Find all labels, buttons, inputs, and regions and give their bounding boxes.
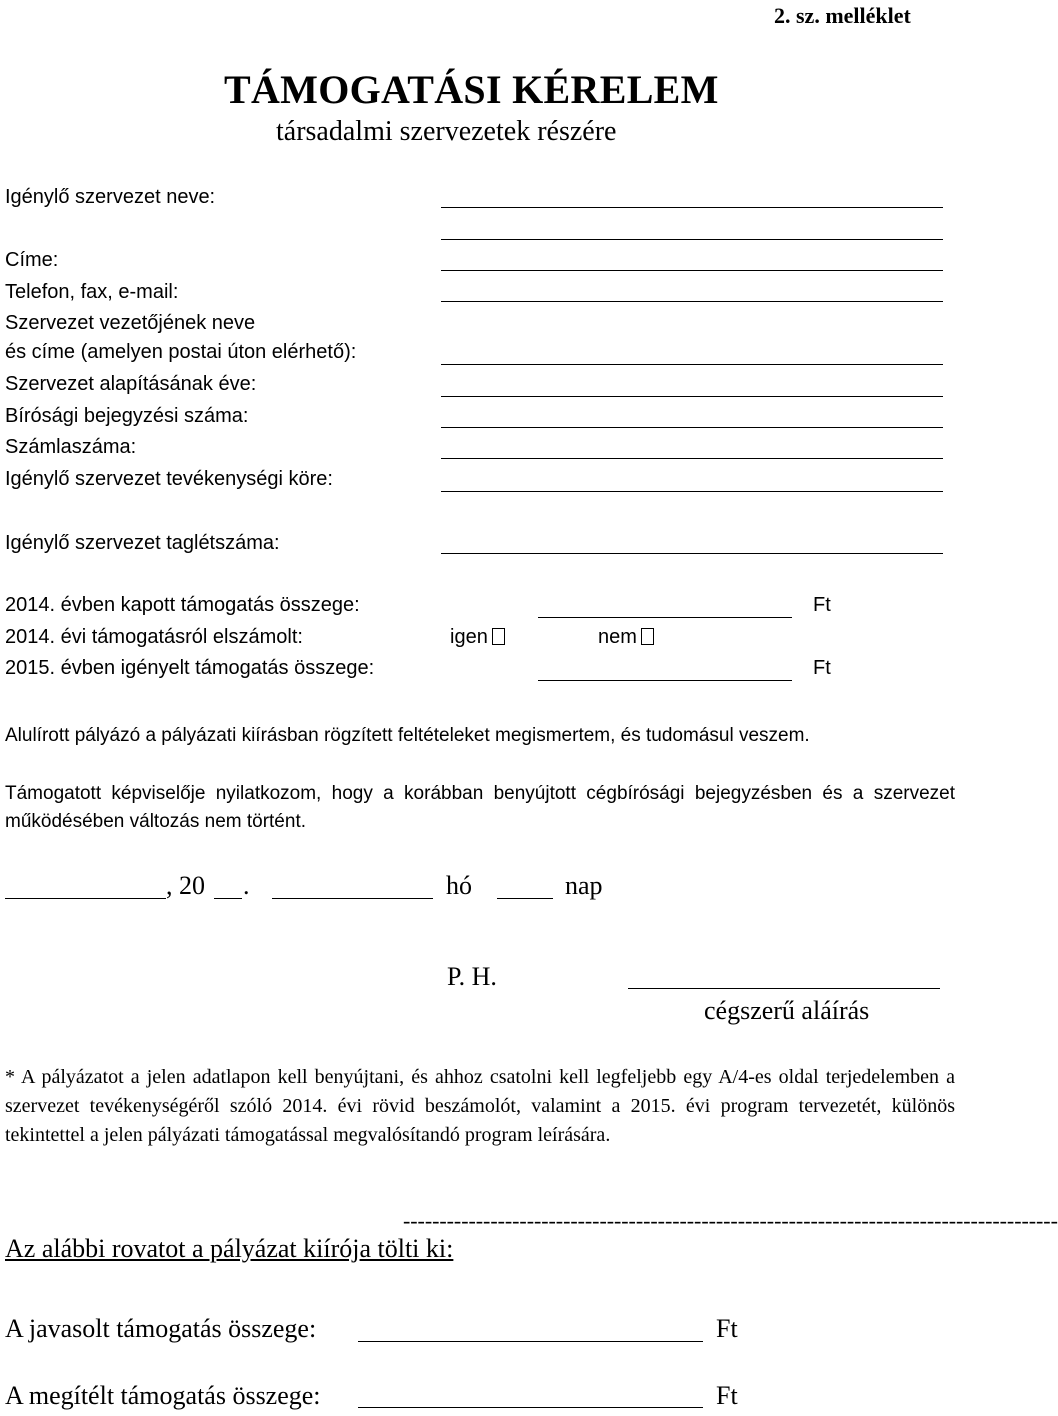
address-line[interactable] (441, 270, 943, 271)
option-no-label: nem (598, 626, 637, 648)
court-reg-line[interactable] (441, 427, 943, 428)
ph-label: P. H. (447, 962, 497, 991)
month-line[interactable] (272, 898, 433, 899)
year-suffix: . (243, 871, 250, 900)
day-label: nap (565, 871, 603, 900)
separator-line: ------------------------------------------------------------------------------------------ (403, 1208, 1058, 1233)
label-contact: Telefon, fax, e-mail: (5, 281, 179, 303)
option-no (598, 626, 654, 649)
currency-proposed: Ft (716, 1314, 738, 1343)
leader-line[interactable] (441, 364, 943, 365)
org-name-line-1[interactable] (441, 207, 943, 208)
declaration-2: Támogatott képviselője nyilatkozom, hogy a korábban benyújtott cégbírósági bejegyzésben és a szervezet működésében változás nem történt. (5, 783, 955, 832)
place-line[interactable] (5, 898, 166, 899)
founded-line[interactable] (441, 396, 943, 397)
org-name-line-2[interactable] (441, 239, 943, 240)
option-yes (450, 626, 505, 649)
received-2014-line[interactable] (538, 617, 792, 618)
issuer-section-heading: Az alábbi rovatot a pályázat kiírója tölti ki: (5, 1234, 454, 1263)
activity-line[interactable] (441, 491, 943, 492)
signature-line[interactable] (628, 988, 940, 989)
proposed-amount-line[interactable] (358, 1341, 703, 1342)
granted-amount-line[interactable] (358, 1407, 703, 1408)
members-line[interactable] (441, 553, 943, 554)
signature-label: cégszerű aláírás (704, 996, 870, 1025)
yes-checkbox[interactable] (492, 628, 505, 645)
day-line[interactable] (497, 898, 553, 899)
label-org-name: Igénylő szervezet neve: (5, 186, 216, 208)
label-members: Igénylő szervezet taglétszáma: (5, 532, 280, 554)
page-title: TÁMOGATÁSI KÉRELEM (224, 67, 719, 112)
year-line[interactable] (214, 898, 242, 899)
option-yes-label: igen (450, 626, 488, 648)
year-prefix: , 20 (166, 871, 205, 900)
label-founded: Szervezet alapításának éve: (5, 373, 257, 395)
page-subtitle: társadalmi szervezetek részére (276, 116, 617, 147)
annex-label: 2. sz. melléklet (774, 3, 911, 28)
label-leader-2: és címe (amelyen postai úton elérhető): (5, 341, 357, 363)
month-label: hó (446, 871, 472, 900)
contact-line[interactable] (441, 301, 943, 302)
label-court-reg: Bírósági bejegyzési száma: (5, 405, 249, 427)
currency-received: Ft (813, 594, 831, 616)
declaration-1: Alulírott pályázó a pályázati kiírásban rögzített feltételeket megismertem, és tudomásul veszem. (5, 725, 810, 746)
label-address: Címe: (5, 249, 59, 271)
label-leader-1: Szervezet vezetőjének neve (5, 312, 256, 334)
label-requested-2015: 2015. évben igényelt támogatás összege: (5, 657, 375, 679)
account-line[interactable] (441, 458, 943, 459)
label-account: Számlaszáma: (5, 436, 137, 458)
label-accounted-2014: 2014. évi támogatásról elszámolt: (5, 626, 303, 648)
footnote: * A pályázatot a jelen adatlapon kell benyújtani, és ahhoz csatolni kell legfeljebb egy A/4-es oldal terjedelemben a szervezet tevékenységéről szóló 2014. évi rövid beszámolót, valamint a 2015. évi program tervezetét, különös tekintettel a jelen pályázati támogatással megvalósítandó program leírására. (5, 1066, 955, 1146)
label-granted-amount: A megítélt támogatás összege: (5, 1381, 321, 1410)
label-proposed-amount: A javasolt támogatás összege: (5, 1314, 317, 1343)
requested-2015-line[interactable] (538, 680, 792, 681)
label-received-2014: 2014. évben kapott támogatás összege: (5, 594, 360, 616)
no-checkbox[interactable] (641, 628, 654, 645)
label-activity: Igénylő szervezet tevékenységi köre: (5, 468, 333, 490)
currency-requested: Ft (813, 657, 831, 679)
currency-granted: Ft (716, 1381, 738, 1410)
